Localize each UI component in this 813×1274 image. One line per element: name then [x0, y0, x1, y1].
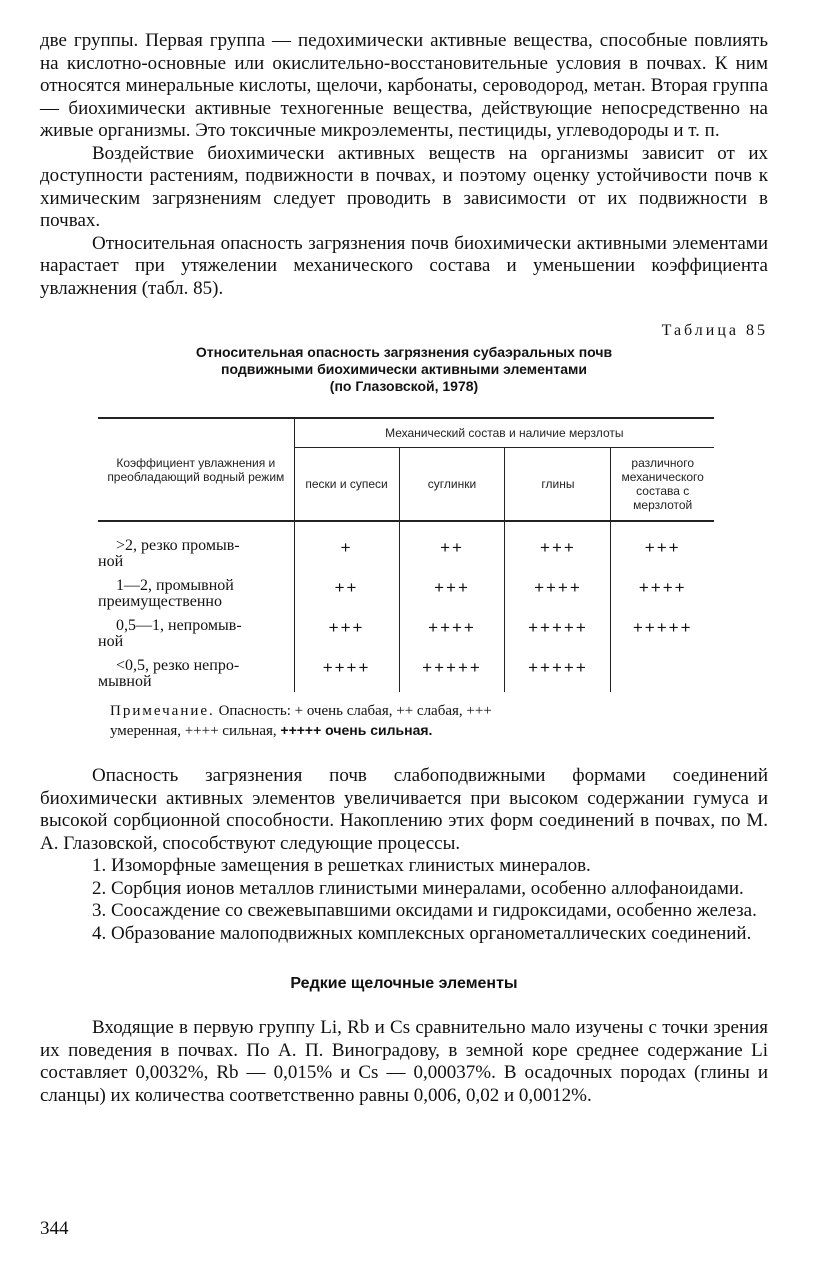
table-number: Таблица 85 [661, 322, 768, 339]
table-cell: +++ [294, 612, 399, 652]
table-header-group: Механический состав и наличие мерзлоты [294, 418, 714, 448]
table-note [110, 702, 768, 741]
list-item: 3. Соосаждение со свежевыпавшими оксидами и гидроксидами, особенно железа. [92, 900, 757, 921]
table-title-line1: Относительная опасность загрязнения субаэральных почв [195, 344, 613, 360]
table-row [98, 612, 714, 652]
list-item: 1. Изоморфные замещения в решетках глинистых минералов. [92, 855, 591, 876]
row-label: 0,5—1, непромыв- ной [98, 617, 242, 650]
table-cell: ++++ [505, 572, 611, 612]
note-text-1: Опасность: + очень слабая, ++ слабая, +++ [214, 703, 492, 719]
paragraph-2: Воздействие биохимически активных веществ на организмы зависит от их доступности растениям, подвижности в почвах, и поэтому оценку устойчивости почв к химическим загрязнениям следует проводить в зависимости от их подвижности в почвах. [40, 142, 768, 231]
note-bold: +++++ очень сильная. [280, 722, 433, 738]
table-cell: ++++ [294, 652, 399, 692]
section-heading: Редкие щелочные элементы [290, 975, 518, 992]
row-label: 1—2, промывной преимущественно [98, 577, 234, 610]
table-cell: +++ [505, 521, 611, 572]
table-cell: +++++ [505, 612, 611, 652]
table-cell: ++ [294, 572, 399, 612]
note-label: Примечание. [110, 703, 215, 719]
page-number: 344 [40, 1218, 69, 1239]
paragraph-1: две группы. Первая группа — педохимически активные вещества, способные повлиять на кислотно-основные или окислительно-восстановительные условия в почвах. К ним относятся минеральные кислоты, щелочи, карбонаты, сероводород, метан. Вторая группа — биохимически активные техногенные вещества, действующие непосредственно на живые организмы. Это токсичные микроэлементы, пестициды, углеводороды и т. п. [40, 30, 768, 141]
table-title-line3: (по Глазовской, 1978) [329, 378, 479, 394]
table-header-moisture: Коэффициент увлажнения и преобладающий водный режим [98, 418, 294, 521]
danger-table [98, 417, 714, 692]
table-title-line2: подвижными биохимически активными элементами [221, 361, 587, 377]
list-item: 2. Сорбция ионов металлов глинистыми минералами, особенно аллофаноидами. [92, 877, 744, 899]
list-item: 4. Образование малоподвижных комплексных органометаллических соединений. [92, 922, 752, 944]
note-text-2: умеренная, ++++ сильная, [110, 723, 281, 739]
table-cell: ++++ [611, 572, 714, 612]
table-row [98, 652, 714, 692]
table-cell [611, 652, 714, 692]
paragraph-5: Входящие в первую группу Li, Rb и Cs сравнительно мало изучены с точки зрения их поведения в почвах. По А. П. Виноградову, в земной коре среднее содержание Li составляет 0,0032%, Rb — 0,015% и Cs — 0,00037%. В осадочных породах (глины и сланцы) их количества соответственно равны 0,006, 0,02 и 0,0012%. [40, 1017, 768, 1106]
table-cell: +++++ [505, 652, 611, 692]
table-cell: ++++ [399, 612, 505, 652]
table-row [98, 521, 714, 572]
table-header-permafrost: различного механического состава с мерзлотой [611, 448, 714, 522]
table-header-sand: пески и супеси [294, 448, 399, 522]
table-cell: ++ [399, 521, 505, 572]
process-list [40, 855, 768, 945]
table-header-clay: глины [505, 448, 611, 522]
row-label: <0,5, резко непро- мывной [98, 657, 240, 690]
paragraph-4: Опасность загрязнения почв слабоподвижными формами соединений биохимически активных элементов увеличивается при высоком содержании гумуса и высокой сорбционной способности. Накоплению этих форм соединений в почвах, по М. А. Глазовской, способствуют следующие процессы. [40, 765, 768, 854]
row-label: >2, резко промыв- ной [98, 537, 240, 570]
table-cell: + [294, 521, 399, 572]
page [40, 30, 768, 1107]
table-cell: +++++ [611, 612, 714, 652]
table-cell: +++ [399, 572, 505, 612]
table-row [98, 572, 714, 612]
table-cell: +++++ [399, 652, 505, 692]
paragraph-3: Относительная опасность загрязнения почв биохимически активными элементами нарастает при утяжелении механического состава и уменьшении коэффициента увлажнения (табл. 85). [40, 232, 768, 299]
table-header-loam: суглинки [399, 448, 505, 522]
table-cell: +++ [611, 521, 714, 572]
